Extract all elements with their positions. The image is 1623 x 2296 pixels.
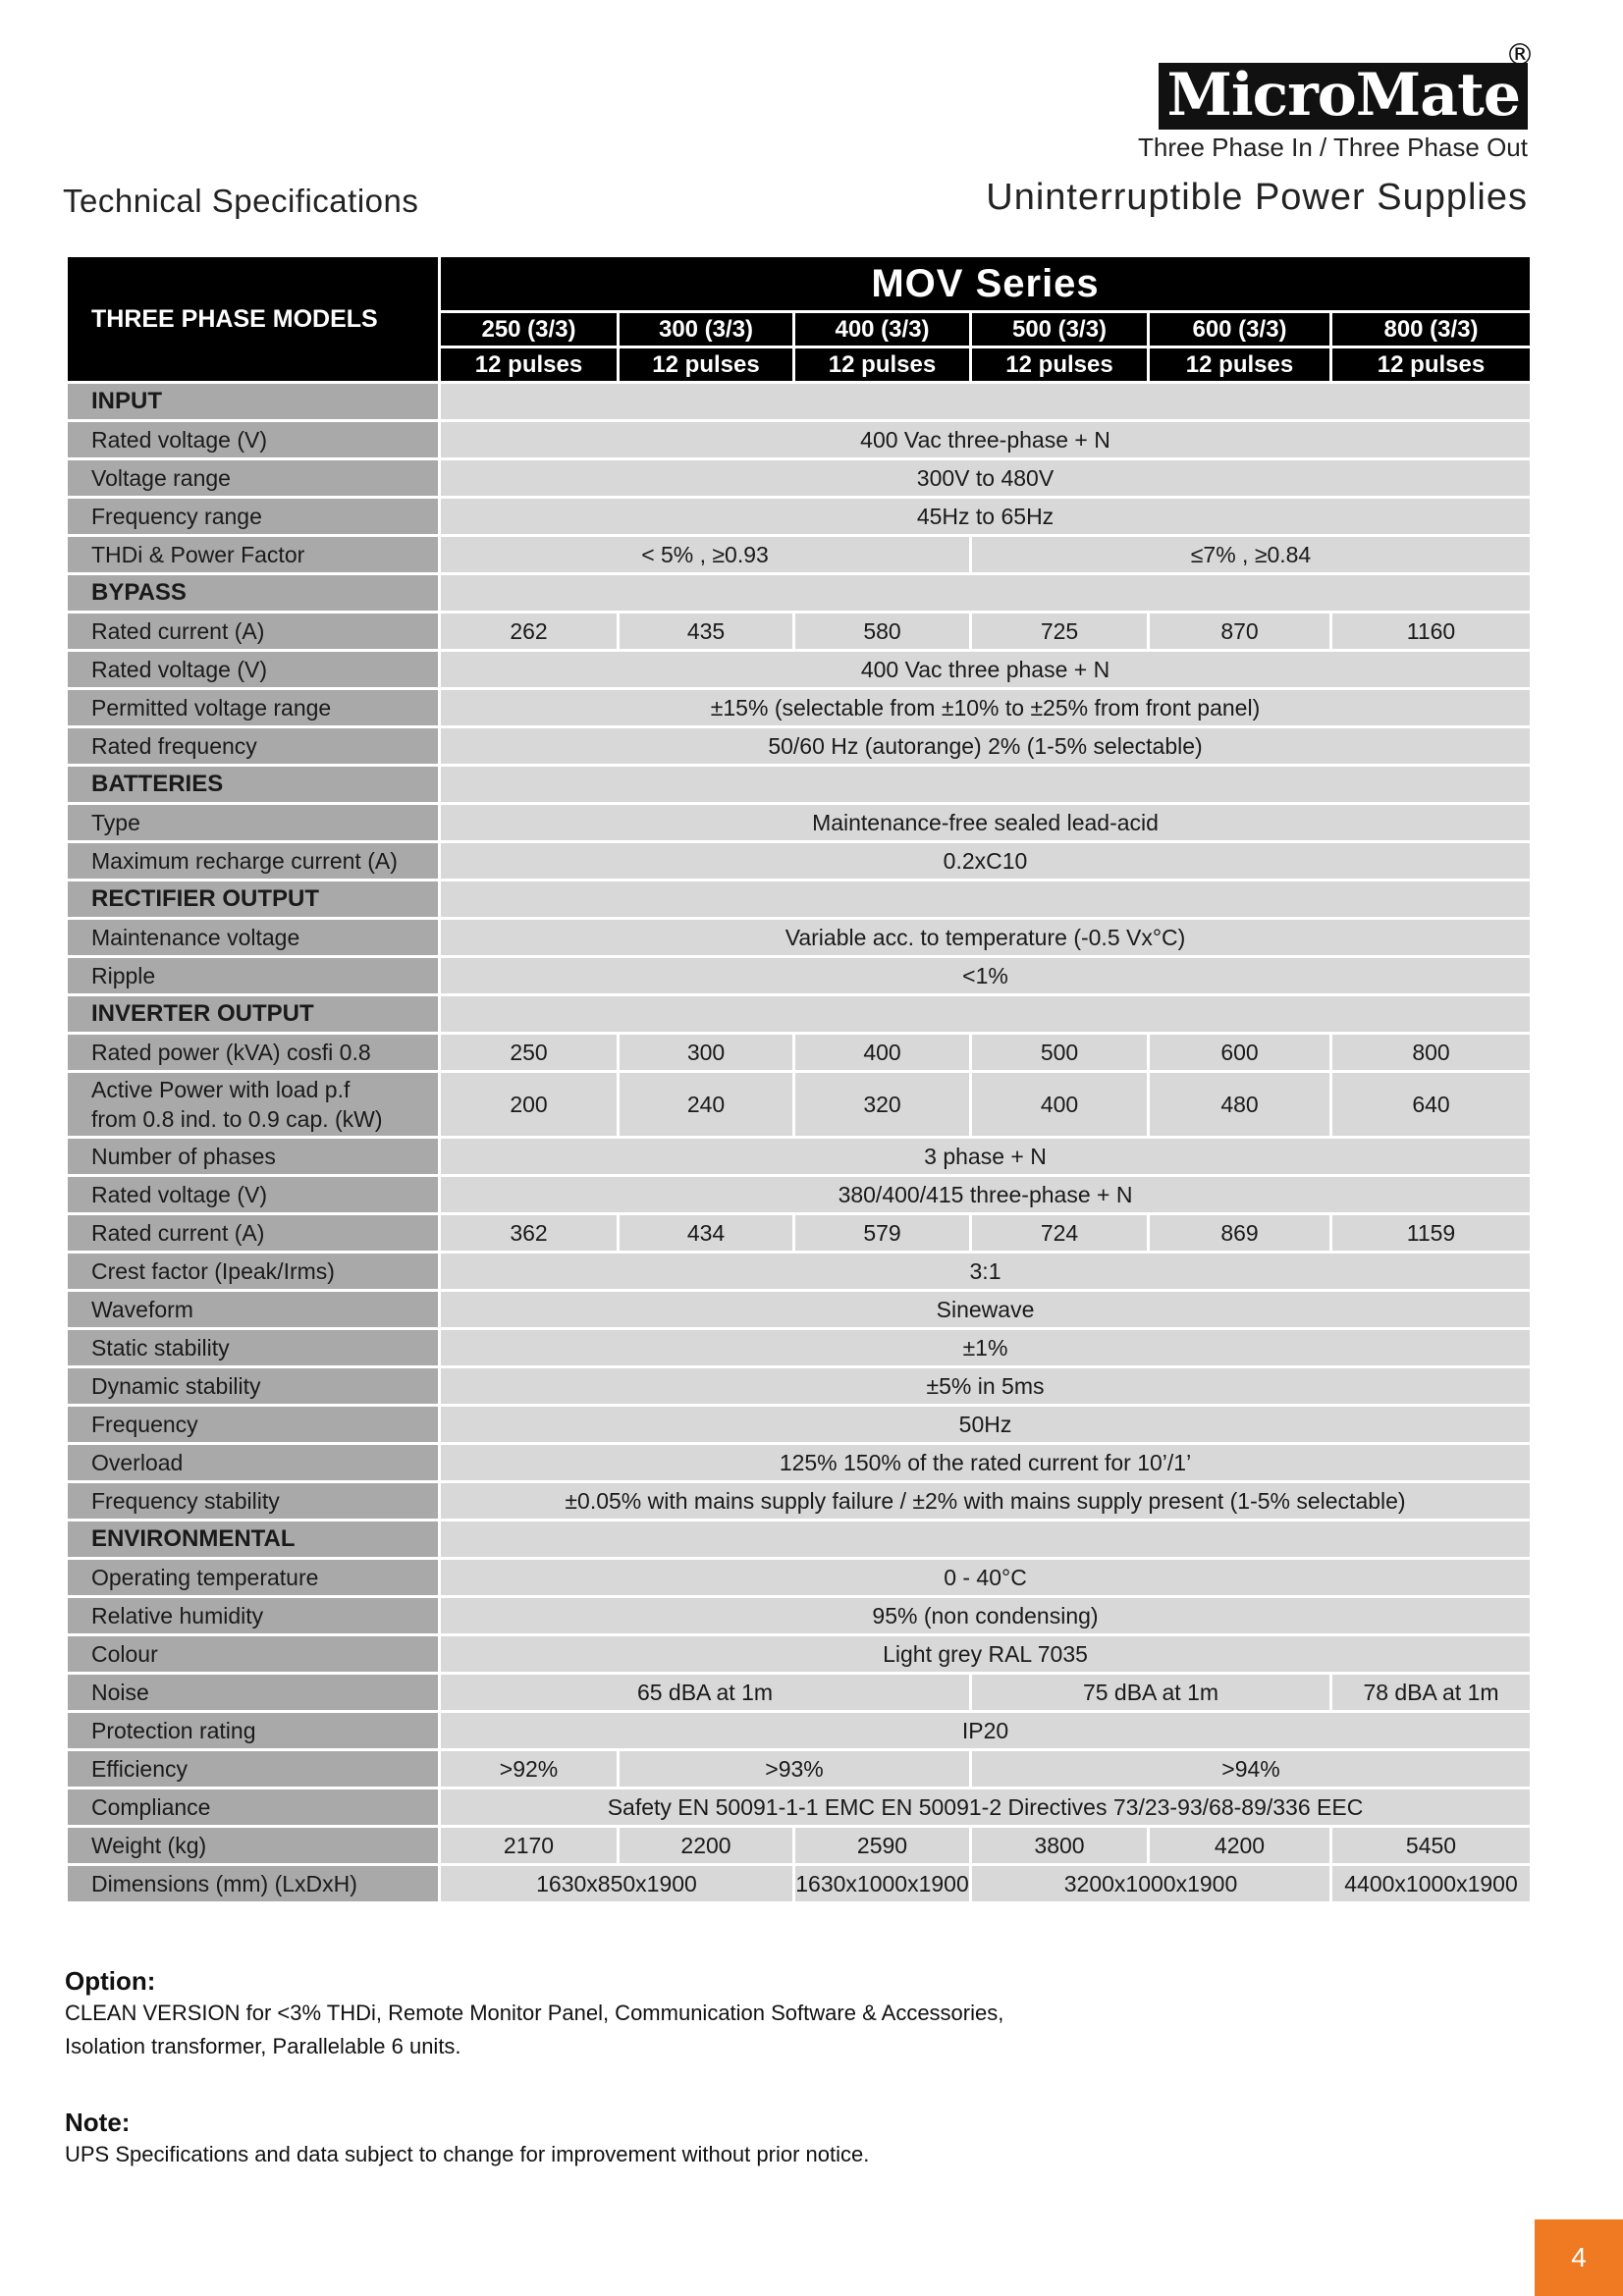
value-cell: 380/400/415 three-phase + N	[440, 1176, 1532, 1214]
row-label: Rated voltage (V)	[67, 651, 440, 689]
value-cell: < 5% , ≥0.93	[440, 536, 971, 574]
table-row	[67, 1367, 1532, 1406]
section-row	[67, 383, 1532, 421]
row-label: Voltage range	[67, 459, 440, 498]
note-text: UPS Specifications and data subject to change for improvement without prior notice.	[65, 2142, 870, 2166]
page-title: Technical Specifications	[63, 183, 419, 219]
row-label: Frequency stability	[67, 1482, 440, 1521]
row-label: Rated voltage (V)	[67, 421, 440, 459]
value-cell: 600	[1149, 1034, 1331, 1072]
section-heading: BATTERIES	[67, 766, 440, 804]
option-block	[65, 1966, 1003, 2063]
model-header: 250 (3/3)	[440, 312, 619, 347]
section-row	[67, 766, 1532, 804]
row-label: Number of phases	[67, 1138, 440, 1176]
row-label: Type	[67, 804, 440, 842]
value-cell: 1630x1000x1900	[794, 1865, 971, 1903]
value-cell: Light grey RAL 7035	[440, 1635, 1532, 1674]
table-row	[67, 1406, 1532, 1444]
row-label: Relative humidity	[67, 1597, 440, 1635]
row-label: Weight (kg)	[67, 1827, 440, 1865]
table-row	[67, 804, 1532, 842]
value-cell: ≤7% , ≥0.84	[971, 536, 1532, 574]
value-cell: >93%	[619, 1750, 971, 1789]
table-row	[67, 651, 1532, 689]
pulse-header: 12 pulses	[794, 347, 971, 383]
table-row	[67, 1444, 1532, 1482]
table-row	[67, 1827, 1532, 1865]
table-row	[67, 498, 1532, 536]
series-title: MOV Series	[440, 256, 1532, 312]
section-blank	[440, 995, 1532, 1034]
row-label: Operating temperature	[67, 1559, 440, 1597]
row-label: Efficiency	[67, 1750, 440, 1789]
row-label: Rated frequency	[67, 727, 440, 766]
table-row	[67, 1865, 1532, 1903]
table-row	[67, 842, 1532, 881]
value-cell: 1159	[1331, 1214, 1532, 1253]
table-row	[67, 421, 1532, 459]
value-cell: >94%	[971, 1750, 1532, 1789]
value-cell: 579	[794, 1214, 971, 1253]
row-label: Rated voltage (V)	[67, 1176, 440, 1214]
value-cell: 3200x1000x1900	[971, 1865, 1331, 1903]
row-label: Overload	[67, 1444, 440, 1482]
spec-table	[65, 254, 1533, 1904]
value-cell: 320	[794, 1072, 971, 1138]
row-label: Rated current (A)	[67, 613, 440, 651]
row-label: Ripple	[67, 957, 440, 995]
table-row	[67, 1072, 1532, 1138]
value-cell: 362	[440, 1214, 619, 1253]
models-label: THREE PHASE MODELS	[67, 256, 440, 383]
row-label: Maximum recharge current (A)	[67, 842, 440, 881]
section-row	[67, 1521, 1532, 1559]
section-row	[67, 995, 1532, 1034]
table-row	[67, 1559, 1532, 1597]
value-cell: <1%	[440, 957, 1532, 995]
value-cell: IP20	[440, 1712, 1532, 1750]
row-label: Noise	[67, 1674, 440, 1712]
section-blank	[440, 766, 1532, 804]
row-label: Static stability	[67, 1329, 440, 1367]
table-row	[67, 459, 1532, 498]
brand-logo	[1159, 29, 1534, 130]
table-row	[67, 1291, 1532, 1329]
row-label: Waveform	[67, 1291, 440, 1329]
value-cell: 3:1	[440, 1253, 1532, 1291]
section-heading: INPUT	[67, 383, 440, 421]
value-cell: 500	[971, 1034, 1149, 1072]
section-heading: BYPASS	[67, 574, 440, 613]
row-label: Frequency	[67, 1406, 440, 1444]
row-label: Frequency range	[67, 498, 440, 536]
value-cell: 78 dBA at 1m	[1331, 1674, 1532, 1712]
table-row	[67, 1329, 1532, 1367]
table-row	[67, 689, 1532, 727]
model-header: 400 (3/3)	[794, 312, 971, 347]
value-cell: ±5% in 5ms	[440, 1367, 1532, 1406]
value-cell: ±15% (selectable from ±10% to ±25% from front panel)	[440, 689, 1532, 727]
table-row	[67, 1214, 1532, 1253]
page-number-badge: 4	[1535, 2219, 1623, 2296]
table-row	[67, 1750, 1532, 1789]
value-cell: ±0.05% with mains supply failure / ±2% with mains supply present (1-5% selectable)	[440, 1482, 1532, 1521]
section-heading: RECTIFIER OUTPUT	[67, 881, 440, 919]
pulse-header: 12 pulses	[619, 347, 794, 383]
value-cell: 200	[440, 1072, 619, 1138]
table-row	[67, 957, 1532, 995]
brand-logo-text	[1159, 38, 1534, 130]
section-blank	[440, 574, 1532, 613]
value-cell: 435	[619, 613, 794, 651]
value-cell: 0.2xC10	[440, 842, 1532, 881]
note-block	[65, 2108, 869, 2171]
value-cell: 724	[971, 1214, 1149, 1253]
brand-tagline: Three Phase In / Three Phase Out	[1138, 133, 1528, 162]
row-label: Active Power with load p.f from 0.8 ind. to 0.9 cap. (kW)	[67, 1072, 440, 1138]
value-cell: 2170	[440, 1827, 619, 1865]
pulse-header: 12 pulses	[1149, 347, 1331, 383]
value-cell: 640	[1331, 1072, 1532, 1138]
section-heading: INVERTER OUTPUT	[67, 995, 440, 1034]
value-cell: 480	[1149, 1072, 1331, 1138]
row-label: Permitted voltage range	[67, 689, 440, 727]
section-row	[67, 881, 1532, 919]
value-cell: 50/60 Hz (autorange) 2% (1-5% selectable)	[440, 727, 1532, 766]
spec-table-header	[67, 256, 1532, 383]
table-row	[67, 1635, 1532, 1674]
value-cell: 800	[1331, 1034, 1532, 1072]
table-row	[67, 613, 1532, 651]
value-cell: 75 dBA at 1m	[971, 1674, 1331, 1712]
value-cell: 580	[794, 613, 971, 651]
value-cell: 125% 150% of the rated current for 10’/1’	[440, 1444, 1532, 1482]
section-blank	[440, 1521, 1532, 1559]
table-row	[67, 1138, 1532, 1176]
section-blank	[440, 881, 1532, 919]
value-cell: 4200	[1149, 1827, 1331, 1865]
value-cell: 300	[619, 1034, 794, 1072]
value-cell: 2590	[794, 1827, 971, 1865]
value-cell: 400	[971, 1072, 1149, 1138]
table-row	[67, 1176, 1532, 1214]
note-title: Note:	[65, 2108, 131, 2137]
value-cell: 400 Vac three phase + N	[440, 651, 1532, 689]
section-heading: ENVIRONMENTAL	[67, 1521, 440, 1559]
value-cell: 3800	[971, 1827, 1149, 1865]
value-cell: 870	[1149, 613, 1331, 651]
pulse-header: 12 pulses	[971, 347, 1149, 383]
value-cell: 250	[440, 1034, 619, 1072]
value-cell: 240	[619, 1072, 794, 1138]
spec-table-body	[67, 383, 1532, 1903]
value-cell: 434	[619, 1214, 794, 1253]
row-label: Crest factor (Ipeak/Irms)	[67, 1253, 440, 1291]
table-row	[67, 1789, 1532, 1827]
model-header: 500 (3/3)	[971, 312, 1149, 347]
value-cell: 725	[971, 613, 1149, 651]
row-label: Rated power (kVA) cosfi 0.8	[67, 1034, 440, 1072]
value-cell: 1630x850x1900	[440, 1865, 794, 1903]
value-cell: 5450	[1331, 1827, 1532, 1865]
value-cell: 0 - 40°C	[440, 1559, 1532, 1597]
table-row	[67, 1597, 1532, 1635]
model-header: 800 (3/3)	[1331, 312, 1532, 347]
value-cell: 400 Vac three-phase + N	[440, 421, 1532, 459]
pulse-header: 12 pulses	[1331, 347, 1532, 383]
value-cell: Safety EN 50091-1-1 EMC EN 50091-2 Directives 73/23-93/68-89/336 EEC	[440, 1789, 1532, 1827]
row-label: Dynamic stability	[67, 1367, 440, 1406]
row-label: Maintenance voltage	[67, 919, 440, 957]
value-cell: 50Hz	[440, 1406, 1532, 1444]
value-cell: 869	[1149, 1214, 1331, 1253]
value-cell: 45Hz to 65Hz	[440, 498, 1532, 536]
value-cell: 3 phase + N	[440, 1138, 1532, 1176]
table-row	[67, 1712, 1532, 1750]
brand-name: MicroMate	[1166, 61, 1520, 130]
row-label: Dimensions (mm) (LxDxH)	[67, 1865, 440, 1903]
model-header: 300 (3/3)	[619, 312, 794, 347]
value-cell: 95% (non condensing)	[440, 1597, 1532, 1635]
value-cell: 1160	[1331, 613, 1532, 651]
page-subtitle: Uninterruptible Power Supplies	[986, 177, 1528, 218]
pulse-header: 12 pulses	[440, 347, 619, 383]
value-cell: ±1%	[440, 1329, 1532, 1367]
value-cell: 2200	[619, 1827, 794, 1865]
table-row	[67, 1253, 1532, 1291]
section-row	[67, 574, 1532, 613]
value-cell: 400	[794, 1034, 971, 1072]
option-line-1: CLEAN VERSION for <3% THDi, Remote Monitor Panel, Communication Software & Accessories,	[65, 2001, 1004, 2025]
value-cell: 262	[440, 613, 619, 651]
table-row	[67, 919, 1532, 957]
table-row	[67, 1482, 1532, 1521]
table-row	[67, 1034, 1532, 1072]
registered-mark-icon: ®	[1505, 38, 1534, 73]
row-label: Protection rating	[67, 1712, 440, 1750]
value-cell: 65 dBA at 1m	[440, 1674, 971, 1712]
table-row	[67, 536, 1532, 574]
row-label: Colour	[67, 1635, 440, 1674]
section-blank	[440, 383, 1532, 421]
value-cell: 300V to 480V	[440, 459, 1532, 498]
value-cell: Variable acc. to temperature (-0.5 Vx°C)	[440, 919, 1532, 957]
value-cell: 4400x1000x1900	[1331, 1865, 1532, 1903]
value-cell: Maintenance-free sealed lead-acid	[440, 804, 1532, 842]
row-label: THDi & Power Factor	[67, 536, 440, 574]
value-cell: Sinewave	[440, 1291, 1532, 1329]
table-row	[67, 1674, 1532, 1712]
option-title: Option:	[65, 1966, 156, 1996]
row-label: Rated current (A)	[67, 1214, 440, 1253]
model-header: 600 (3/3)	[1149, 312, 1331, 347]
row-label: Compliance	[67, 1789, 440, 1827]
table-row	[67, 727, 1532, 766]
value-cell: >92%	[440, 1750, 619, 1789]
option-line-2: Isolation transformer, Parallelable 6 units.	[65, 2034, 461, 2058]
